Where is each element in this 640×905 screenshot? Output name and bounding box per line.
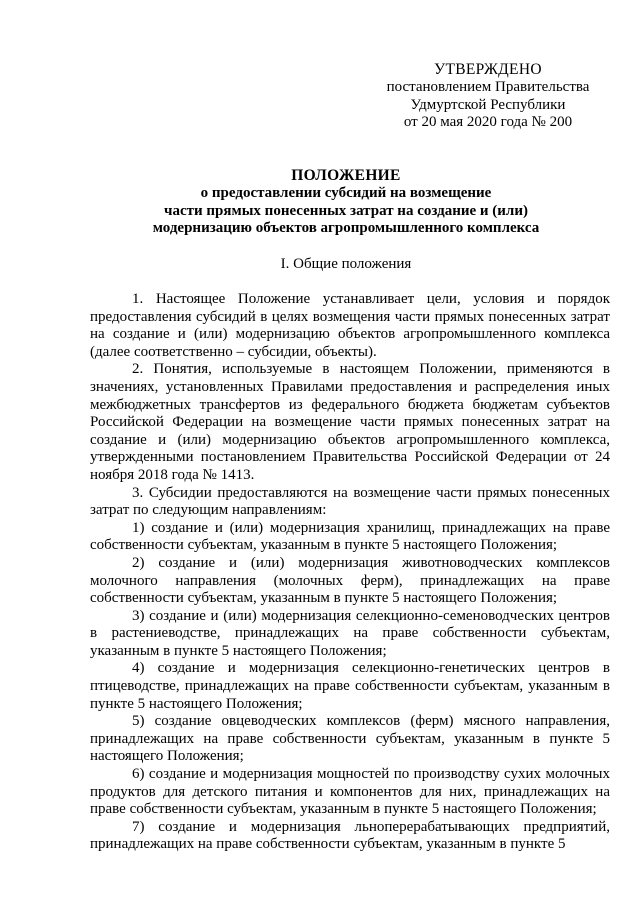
document-subtitle-line-3: модернизацию объектов агропромышленного комплекса	[152, 220, 540, 237]
list-item-1: 1) создание и (или) модернизация хранилищ, принадлежащих на праве собственности субъектам, указанным в пункте 5 настоящего Положения;	[90, 519, 610, 554]
list-item-2: 2) создание и (или) модернизация животноводческих комплексов молочного направления (молочных ферм), принадлежащих на праве собственности субъектам, указанным в пункте 5 настоящего Положения;	[90, 554, 610, 607]
document-title: ПОЛОЖЕНИЕ	[291, 167, 401, 184]
list-item-3: 3) создание и (или) модернизация селекционно-семеноводческих центров в растениеводстве, принадлежащих на праве собственности субъектам, указанным в пункте 5 настоящего Положения;	[90, 607, 610, 659]
approval-title: УТВЕРЖДЕНО	[434, 61, 542, 78]
approval-line-republic: Удмуртской Республики	[410, 96, 566, 113]
document-title-block	[80, 166, 612, 238]
document-subtitle-line-2: части прямых понесенных затрат на создание и (или)	[164, 202, 528, 219]
section-heading: I. Общие положения	[280, 256, 412, 272]
document-body	[90, 291, 610, 854]
list-item-6: 6) создание и модернизация мощностей по производству сухих молочных продуктов для детского питания и компонентов для них, принадлежащих на праве собственности субъектам, указанным в пункте 5 настоящего Положения;	[90, 766, 610, 818]
approval-line-date: от 20 мая 2020 года № 200	[403, 114, 573, 131]
approval-line-decree: постановлением Правительства	[386, 79, 590, 95]
paragraph-3: 3. Субсидии предоставляются на возмещение части прямых понесенных затрат по следующим направлениям:	[90, 484, 610, 519]
paragraph-1: 1. Настоящее Положение устанавливает цели, условия и порядок предоставления субсидий в целях возмещения части прямых понесенных затрат на создание и (или) модернизацию объектов агропромышленного комплекса (далее соответственно – субсидии, объекты).	[90, 291, 610, 360]
list-item-7: 7) создание и модернизация льноперерабатывающих предприятий, принадлежащих на праве собственности субъектам, указанным в пункте 5	[90, 818, 610, 853]
document-subtitle-line-1: о предоставлении субсидий на возмещение	[200, 185, 492, 201]
paragraph-2: 2. Понятия, используемые в настоящем Положении, применяются в значениях, установленных Правилами предоставления и распределения иных межбюджетных трансфертов из федерального бюджета бюджетам субъектов Российской Федерации на возмещение части прямых понесенных затрат на создание и (или) модернизацию объектов агропромышленного комплекса, утвержденными постановлением Правительства Российской Федерации от 24 ноября 2018 года № 1413.	[90, 361, 610, 483]
list-item-5: 5) создание овцеводческих комплексов (ферм) мясного направления, принадлежащих на праве собственности субъектам, указанным в пункте 5 настоящего Положения;	[90, 713, 610, 765]
approval-stamp	[360, 60, 616, 132]
list-item-4: 4) создание и модернизация селекционно-генетических центров в птицеводстве, принадлежащих на праве собственности субъектам, указанным в пункте 5 настоящего Положения;	[90, 660, 610, 712]
